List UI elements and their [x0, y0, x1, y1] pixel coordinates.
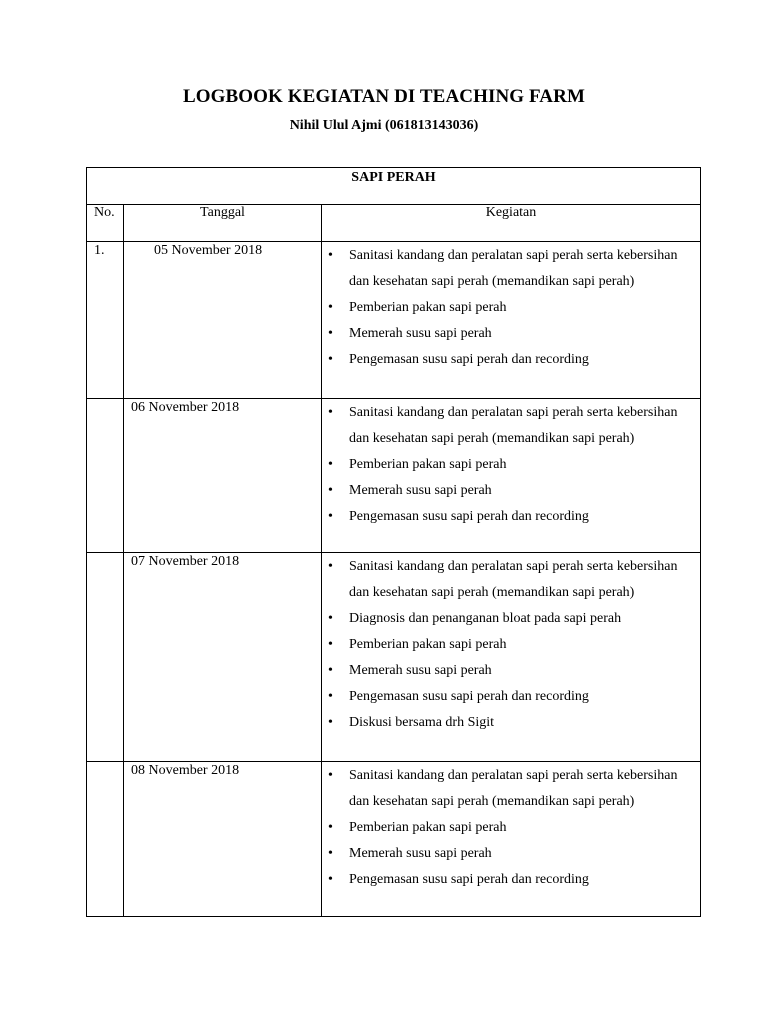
row-date: 08 November 2018 [124, 762, 322, 917]
document-author: Nihil Ulul Ajmi (061813143036) [289, 118, 479, 133]
table-row [87, 762, 701, 917]
activity-list [322, 242, 700, 377]
activity-item: • Pemberian pakan sapi perah [322, 295, 694, 321]
header-activity: Kegiatan [322, 205, 701, 242]
row-number [87, 553, 124, 762]
activity-list [322, 399, 700, 534]
activity-item: • Pengemasan susu sapi perah dan recording [322, 504, 694, 530]
activity-item: • Diagnosis dan penanganan bloat pada sapi perah [322, 606, 694, 632]
row-number [87, 399, 124, 553]
activity-list [322, 553, 700, 740]
row-date: 07 November 2018 [124, 553, 322, 762]
activity-item: • Pengemasan susu sapi perah dan recording [322, 867, 694, 893]
activity-item: • Pemberian pakan sapi perah [322, 632, 694, 658]
row-date: 05 November 2018 [124, 242, 322, 399]
activity-item: • Sanitasi kandang dan peralatan sapi perah serta kebersihan dan kesehatan sapi perah (memandikan sapi perah) [322, 554, 694, 606]
row-activities [322, 399, 701, 553]
activity-item: • Pemberian pakan sapi perah [322, 815, 694, 841]
activity-item: • Sanitasi kandang dan peralatan sapi perah serta kebersihan dan kesehatan sapi perah (memandikan sapi perah) [322, 243, 694, 295]
row-number: 1. [87, 242, 124, 399]
activity-item: • Pemberian pakan sapi perah [322, 452, 694, 478]
table-row [87, 399, 701, 553]
activity-item: • Memerah susu sapi perah [322, 321, 694, 347]
activity-list [322, 762, 700, 897]
row-activities [322, 242, 701, 399]
activity-item: • Memerah susu sapi perah [322, 658, 694, 684]
table-row [87, 553, 701, 762]
activity-item: • Pengemasan susu sapi perah dan recording [322, 347, 694, 373]
row-number [87, 762, 124, 917]
header-date: Tanggal [124, 205, 322, 242]
section-title: SAPI PERAH [87, 168, 701, 205]
activity-item: • Diskusi bersama drh Sigit [322, 710, 694, 736]
document-title: LOGBOOK KEGIATAN DI TEACHING FARM [183, 86, 585, 107]
row-activities [322, 553, 701, 762]
row-date: 06 November 2018 [124, 399, 322, 553]
table-row [87, 242, 701, 399]
activity-item: • Pengemasan susu sapi perah dan recording [322, 684, 694, 710]
row-activities [322, 762, 701, 917]
logbook-table [86, 167, 701, 917]
section-row [87, 168, 701, 205]
activity-item: • Memerah susu sapi perah [322, 841, 694, 867]
header-no: No. [87, 205, 124, 242]
header-row [87, 205, 701, 242]
activity-item: • Sanitasi kandang dan peralatan sapi perah serta kebersihan dan kesehatan sapi perah (memandikan sapi perah) [322, 400, 694, 452]
activity-item: • Memerah susu sapi perah [322, 478, 694, 504]
activity-item: • Sanitasi kandang dan peralatan sapi perah serta kebersihan dan kesehatan sapi perah (memandikan sapi perah) [322, 763, 694, 815]
